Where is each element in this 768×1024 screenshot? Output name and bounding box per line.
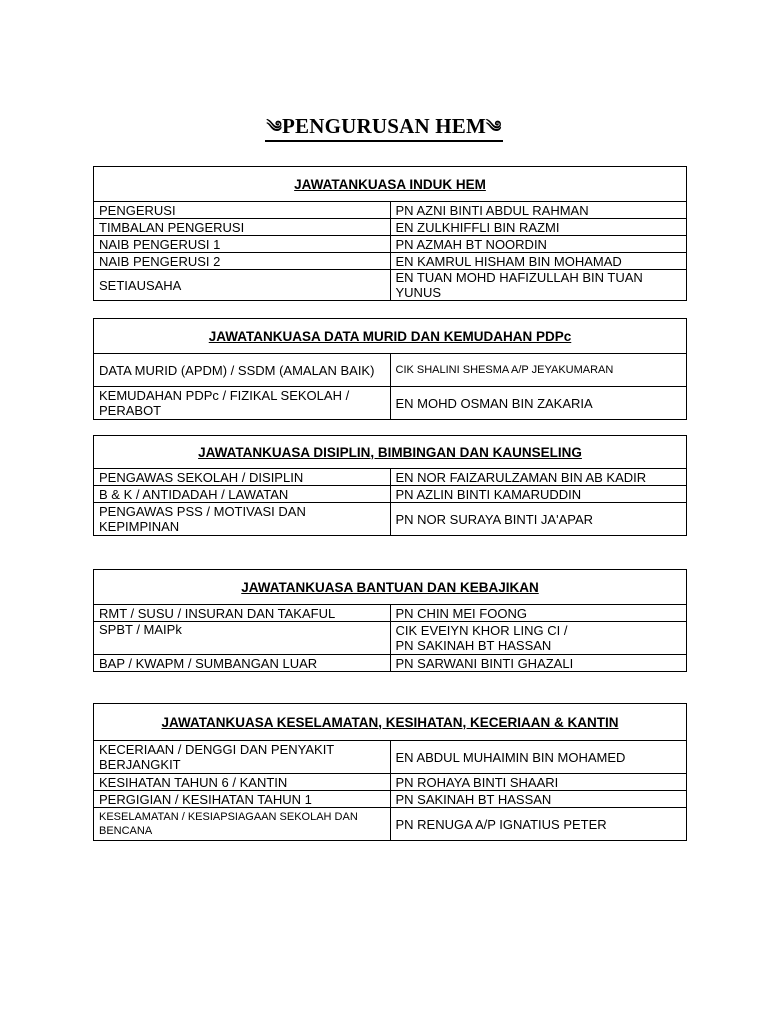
- table-row: [94, 808, 687, 841]
- person-cell: PN CHIN MEI FOONG: [390, 605, 687, 622]
- committee-data-murid: [93, 318, 687, 420]
- table-row: [94, 655, 687, 672]
- role-cell: TIMBALAN PENGERUSI: [94, 219, 391, 236]
- committee-heading: JAWATANKUASA KESELAMATAN, KESIHATAN, KECERIAAN & KANTIN: [94, 704, 687, 741]
- committee-keselamatan: [93, 703, 687, 841]
- table-row: [94, 469, 687, 486]
- ornament-right-icon: ༄: [486, 119, 502, 136]
- table-row: [94, 791, 687, 808]
- person-cell: PN SARWANI BINTI GHAZALI: [390, 655, 687, 672]
- table-row: [94, 387, 687, 420]
- person-cell: PN AZLIN BINTI KAMARUDDIN: [390, 486, 687, 503]
- person-cell: EN ABDUL MUHAIMIN BIN MOHAMED: [390, 741, 687, 774]
- page-title: [0, 114, 768, 142]
- committee-disiplin: [93, 435, 687, 536]
- table-row: [94, 605, 687, 622]
- person-cell: PN AZMAH BT NOORDIN: [390, 236, 687, 253]
- role-cell: PENGAWAS SEKOLAH / DISIPLIN: [94, 469, 391, 486]
- page-title-text: PENGURUSAN HEM: [281, 114, 487, 138]
- table-row: [94, 622, 687, 655]
- table-row: [94, 503, 687, 536]
- ornament-left-icon: ༄: [266, 119, 282, 136]
- person-line: PN SAKINAH BT HASSAN: [395, 638, 552, 653]
- table-row: [94, 354, 687, 387]
- role-cell: B & K / ANTIDADAH / LAWATAN: [94, 486, 391, 503]
- person-cell: CIK SHALINI SHESMA A/P JEYAKUMARAN: [390, 354, 687, 387]
- role-cell: NAIB PENGERUSI 1: [94, 236, 391, 253]
- role-cell: BAP / KWAPM / SUMBANGAN LUAR: [94, 655, 391, 672]
- person-cell: PN NOR SURAYA BINTI JA'APAR: [390, 503, 687, 536]
- person-cell: PN SAKINAH BT HASSAN: [390, 791, 687, 808]
- role-cell: KESELAMATAN / KESIAPSIAGAAN SEKOLAH DAN BENCANA: [94, 808, 391, 841]
- committee-heading: JAWATANKUASA BANTUAN DAN KEBAJIKAN: [94, 570, 687, 605]
- role-cell: DATA MURID (APDM) / SSDM (AMALAN BAIK): [94, 354, 391, 387]
- table-row: [94, 202, 687, 219]
- role-cell: KEMUDAHAN PDPc / FIZIKAL SEKOLAH / PERABOT: [94, 387, 391, 420]
- person-cell: PN ROHAYA BINTI SHAARI: [390, 774, 687, 791]
- person-cell: PN RENUGA A/P IGNATIUS PETER: [390, 808, 687, 841]
- table-row: [94, 219, 687, 236]
- role-cell: PENGERUSI: [94, 202, 391, 219]
- role-cell: PENGAWAS PSS / MOTIVASI DAN KEPIMPINAN: [94, 503, 391, 536]
- table-row: [94, 741, 687, 774]
- table-row: [94, 486, 687, 503]
- role-cell: NAIB PENGERUSI 2: [94, 253, 391, 270]
- role-cell: KECERIAAN / DENGGI DAN PENYAKIT BERJANGKIT: [94, 741, 391, 774]
- person-cell: PN AZNI BINTI ABDUL RAHMAN: [390, 202, 687, 219]
- person-cell: EN NOR FAIZARULZAMAN BIN AB KADIR: [390, 469, 687, 486]
- person-line: CIK EVEIYN KHOR LING CI /: [395, 623, 568, 638]
- person-cell: EN ZULKHIFFLI BIN RAZMI: [390, 219, 687, 236]
- person-cell: [390, 622, 687, 655]
- person-cell: EN KAMRUL HISHAM BIN MOHAMAD: [390, 253, 687, 270]
- role-cell: SPBT / MAIPk: [94, 622, 391, 655]
- role-cell: SETIAUSAHA: [94, 270, 391, 301]
- role-cell: PERGIGIAN / KESIHATAN TAHUN 1: [94, 791, 391, 808]
- committee-bantuan: [93, 569, 687, 672]
- table-row: [94, 774, 687, 791]
- committee-heading: JAWATANKUASA DISIPLIN, BIMBINGAN DAN KAUNSELING: [94, 436, 687, 469]
- table-row: [94, 236, 687, 253]
- table-row: [94, 253, 687, 270]
- committee-heading: JAWATANKUASA INDUK HEM: [94, 167, 687, 202]
- person-cell: EN MOHD OSMAN BIN ZAKARIA: [390, 387, 687, 420]
- committee-induk-hem: [93, 166, 687, 301]
- committee-heading: JAWATANKUASA DATA MURID DAN KEMUDAHAN PDPc: [94, 319, 687, 354]
- person-cell: EN TUAN MOHD HAFIZULLAH BIN TUAN YUNUS: [390, 270, 687, 301]
- role-cell: KESIHATAN TAHUN 6 / KANTIN: [94, 774, 391, 791]
- table-row: [94, 270, 687, 301]
- role-cell: RMT / SUSU / INSURAN DAN TAKAFUL: [94, 605, 391, 622]
